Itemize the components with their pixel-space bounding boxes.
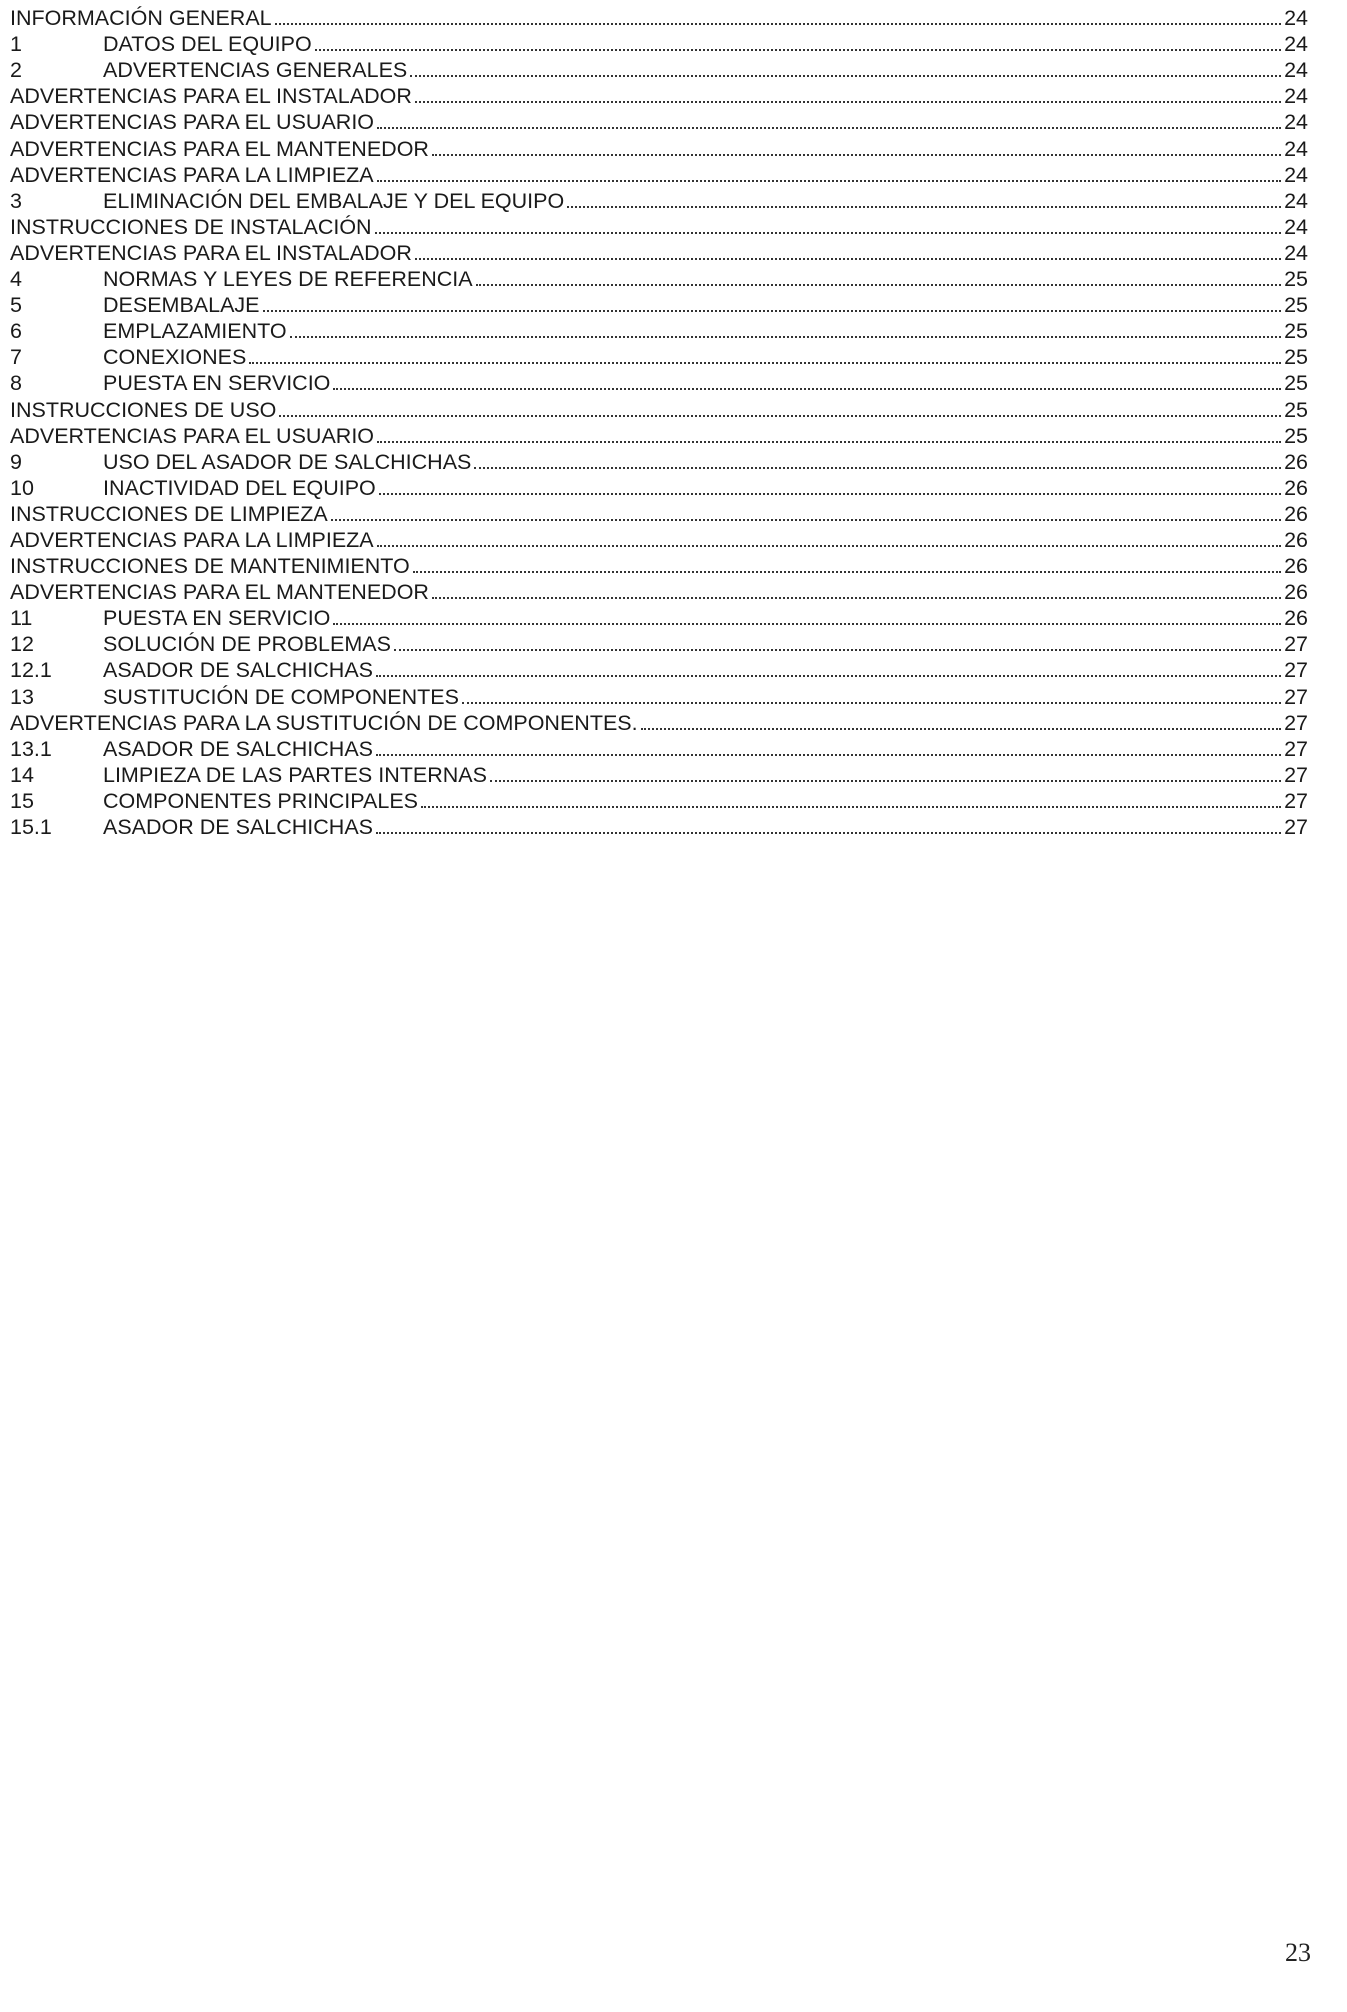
toc-entry-number: 14 — [10, 762, 34, 787]
toc-dot-leader — [275, 23, 1281, 25]
toc-dot-leader — [410, 75, 1281, 77]
toc-entry[interactable] — [10, 527, 1308, 553]
toc-entry-number: 2 — [10, 58, 22, 83]
toc-entry[interactable] — [10, 657, 1308, 683]
toc-dot-leader — [432, 154, 1281, 156]
toc-entry-page: 26 — [1284, 449, 1308, 474]
toc-entry[interactable] — [10, 135, 1308, 161]
toc-entry-page: 24 — [1284, 162, 1308, 187]
toc-entry-page: 25 — [1284, 345, 1308, 370]
toc-dot-leader — [377, 127, 1281, 129]
toc-entry-number: 15 — [10, 788, 34, 813]
toc-entry-title: ADVERTENCIAS PARA LA SUSTITUCIÓN DE COMPONENTES. — [10, 710, 638, 735]
toc-entry-title: SOLUCIÓN DE PROBLEMAS — [103, 632, 391, 657]
toc-entry-title: LIMPIEZA DE LAS PARTES INTERNAS — [103, 762, 487, 787]
toc-entry-page: 24 — [1284, 84, 1308, 109]
toc-entry-number: 12.1 — [10, 658, 52, 683]
toc-entry-title: ADVERTENCIAS PARA EL MANTENEDOR — [10, 580, 429, 605]
toc-entry[interactable] — [10, 396, 1308, 422]
toc-entry-title: ELIMINACIÓN DEL EMBALAJE Y DEL EQUIPO — [103, 188, 565, 213]
toc-entry-page: 27 — [1284, 658, 1308, 683]
toc-dot-leader — [290, 336, 1281, 338]
toc-dot-leader — [377, 180, 1281, 182]
toc-dot-leader — [377, 441, 1281, 443]
toc-entry-title: PUESTA EN SERVICIO — [103, 606, 331, 631]
toc-entry[interactable] — [10, 31, 1308, 57]
toc-entry[interactable] — [10, 579, 1308, 605]
toc-entry-page: 27 — [1284, 736, 1308, 761]
toc-entry[interactable] — [10, 214, 1308, 240]
toc-entry-title: ASADOR DE SALCHICHAS — [103, 658, 374, 683]
toc-entry[interactable] — [10, 814, 1308, 840]
toc-dot-leader — [333, 388, 1281, 390]
toc-entry-title: ADVERTENCIAS PARA EL USUARIO — [10, 423, 375, 448]
toc-entry-page: 24 — [1284, 110, 1308, 135]
toc-dot-leader — [413, 571, 1281, 573]
toc-dot-leader — [432, 597, 1281, 599]
toc-entry[interactable] — [10, 370, 1308, 396]
toc-entry-page: 24 — [1284, 58, 1308, 83]
toc-entry[interactable] — [10, 109, 1308, 135]
toc-entry[interactable] — [10, 240, 1308, 266]
toc-entry[interactable] — [10, 553, 1308, 579]
toc-entry-number: 5 — [10, 293, 22, 318]
toc-dot-leader — [415, 101, 1281, 103]
toc-entry[interactable] — [10, 266, 1308, 292]
toc-entry-title: ADVERTENCIAS PARA LA LIMPIEZA — [10, 162, 374, 187]
toc-entry-title: INFORMACIÓN GENERAL — [10, 6, 272, 31]
toc-entry-title: PUESTA EN SERVICIO — [103, 371, 331, 396]
toc-entry-page: 25 — [1284, 371, 1308, 396]
toc-entry-number: 15.1 — [10, 815, 52, 839]
toc-entry[interactable] — [10, 83, 1308, 109]
toc-entry-page: 25 — [1284, 397, 1308, 422]
toc-entry-number: 1 — [10, 32, 22, 57]
toc-entry-title: INSTRUCCIONES DE LIMPIEZA — [10, 501, 328, 526]
toc-dot-leader — [641, 728, 1281, 730]
toc-dot-leader — [263, 310, 1282, 312]
toc-entry-page: 26 — [1284, 580, 1308, 605]
toc-entry-title: ADVERTENCIAS PARA EL MANTENEDOR — [10, 136, 429, 161]
toc-entry-page: 26 — [1284, 501, 1308, 526]
toc-entry-title: EMPLAZAMIENTO — [103, 319, 287, 344]
toc-entry-page: 27 — [1284, 815, 1308, 839]
toc-entry[interactable] — [10, 423, 1308, 449]
toc-dot-leader — [376, 754, 1281, 756]
toc-entry[interactable] — [10, 736, 1308, 762]
toc-entry-title: ADVERTENCIAS PARA EL INSTALADOR — [10, 240, 412, 265]
toc-entry-number: 12 — [10, 632, 34, 657]
toc-entry-title: ASADOR DE SALCHICHAS — [103, 736, 374, 761]
toc-dot-leader — [490, 780, 1281, 782]
toc-entry[interactable] — [10, 57, 1308, 83]
toc-entry-page: 24 — [1284, 32, 1308, 57]
toc-entry-number: 10 — [10, 475, 34, 500]
toc-entry[interactable] — [10, 292, 1308, 318]
toc-entry-page: 27 — [1284, 788, 1308, 813]
toc-dot-leader — [376, 675, 1281, 677]
toc-dot-leader — [331, 519, 1281, 521]
toc-entry-page: 26 — [1284, 606, 1308, 631]
toc-entry-title: CONEXIONES — [103, 345, 247, 370]
toc-dot-leader — [415, 258, 1281, 260]
toc-entry-number: 8 — [10, 371, 22, 396]
toc-entry-page: 27 — [1284, 632, 1308, 657]
toc-dot-leader — [474, 467, 1281, 469]
toc-entry[interactable] — [10, 5, 1308, 31]
toc-entry-number: 3 — [10, 188, 22, 213]
toc-entry-number: 11 — [10, 606, 33, 631]
toc-entry-title: USO DEL ASADOR DE SALCHICHAS — [103, 449, 472, 474]
toc-dot-leader — [379, 493, 1281, 495]
toc-dot-leader — [333, 623, 1281, 625]
toc-entry-title: INSTRUCCIONES DE MANTENIMIENTO — [10, 554, 410, 579]
toc-entry[interactable] — [10, 762, 1308, 788]
toc-entry-page: 24 — [1284, 6, 1308, 31]
toc-entry-title: DATOS DEL EQUIPO — [103, 32, 312, 57]
toc-entry-page: 25 — [1284, 319, 1308, 344]
toc-entry-title: ADVERTENCIAS PARA EL USUARIO — [10, 110, 375, 135]
toc-dot-leader — [377, 545, 1281, 547]
toc-entry-title: ADVERTENCIAS GENERALES — [103, 58, 408, 83]
toc-dot-leader — [376, 832, 1281, 834]
toc-dot-leader — [476, 284, 1281, 286]
toc-entry[interactable] — [10, 449, 1308, 475]
toc-entry-page: 25 — [1284, 293, 1308, 318]
toc-entry[interactable] — [10, 318, 1308, 344]
toc-entry[interactable] — [10, 683, 1308, 709]
toc-entry-number: 7 — [10, 345, 22, 370]
toc-entry-page: 25 — [1284, 423, 1308, 448]
toc-entry[interactable] — [10, 605, 1308, 631]
toc-entry-title: SUSTITUCIÓN DE COMPONENTES — [103, 684, 459, 709]
toc-entry-title: COMPONENTES PRINCIPALES — [103, 788, 418, 813]
toc-entry-page: 27 — [1284, 684, 1308, 709]
toc-entry[interactable] — [10, 501, 1308, 527]
toc-entry-page: 27 — [1284, 762, 1308, 787]
toc-entry-title: ADVERTENCIAS PARA LA LIMPIEZA — [10, 527, 374, 552]
toc-entry-title: INSTRUCCIONES DE USO — [10, 397, 277, 422]
toc-dot-leader — [249, 362, 1281, 364]
toc-entry-page: 24 — [1284, 240, 1308, 265]
toc-dot-leader — [375, 232, 1282, 234]
toc-entry-title: ASADOR DE SALCHICHAS — [103, 815, 374, 839]
toc-entry-title: DESEMBALAJE — [103, 293, 260, 318]
toc-entry[interactable] — [10, 475, 1308, 501]
toc-entry-number: 13 — [10, 684, 34, 709]
toc-entry-title: ADVERTENCIAS PARA EL INSTALADOR — [10, 84, 412, 109]
toc-entry-number: 4 — [10, 267, 22, 292]
toc-dot-leader — [315, 49, 1281, 51]
toc-entry[interactable] — [10, 188, 1308, 214]
toc-dot-leader — [462, 702, 1281, 704]
toc-entry-page: 24 — [1284, 136, 1308, 161]
toc-dot-leader — [421, 806, 1281, 808]
toc-entry-page: 26 — [1284, 527, 1308, 552]
toc-entry-page: 25 — [1284, 267, 1308, 292]
toc-entry-number: 13.1 — [10, 736, 52, 761]
toc-entry[interactable] — [10, 344, 1308, 370]
toc-entry-number: 9 — [10, 449, 22, 474]
toc-entry-title: NORMAS Y LEYES DE REFERENCIA — [103, 267, 473, 292]
toc-entry-page: 26 — [1284, 554, 1308, 579]
toc-entry-page: 24 — [1284, 214, 1308, 239]
toc-entry[interactable] — [10, 162, 1308, 188]
toc-entry-page: 24 — [1284, 188, 1308, 213]
toc-entry-page: 27 — [1284, 710, 1308, 735]
table-of-contents — [10, 5, 1308, 840]
toc-entry-title: INSTRUCCIONES DE INSTALACIÓN — [10, 214, 372, 239]
toc-entry[interactable] — [10, 710, 1308, 736]
toc-entry-title: INACTIVIDAD DEL EQUIPO — [103, 475, 376, 500]
toc-entry-number: 6 — [10, 319, 22, 344]
toc-entry[interactable] — [10, 788, 1308, 814]
toc-entry-page: 26 — [1284, 475, 1308, 500]
toc-entry[interactable] — [10, 631, 1308, 657]
toc-dot-leader — [567, 206, 1281, 208]
page-number: 23 — [1285, 1938, 1311, 1967]
toc-dot-leader — [394, 649, 1281, 651]
toc-dot-leader — [279, 415, 1281, 417]
